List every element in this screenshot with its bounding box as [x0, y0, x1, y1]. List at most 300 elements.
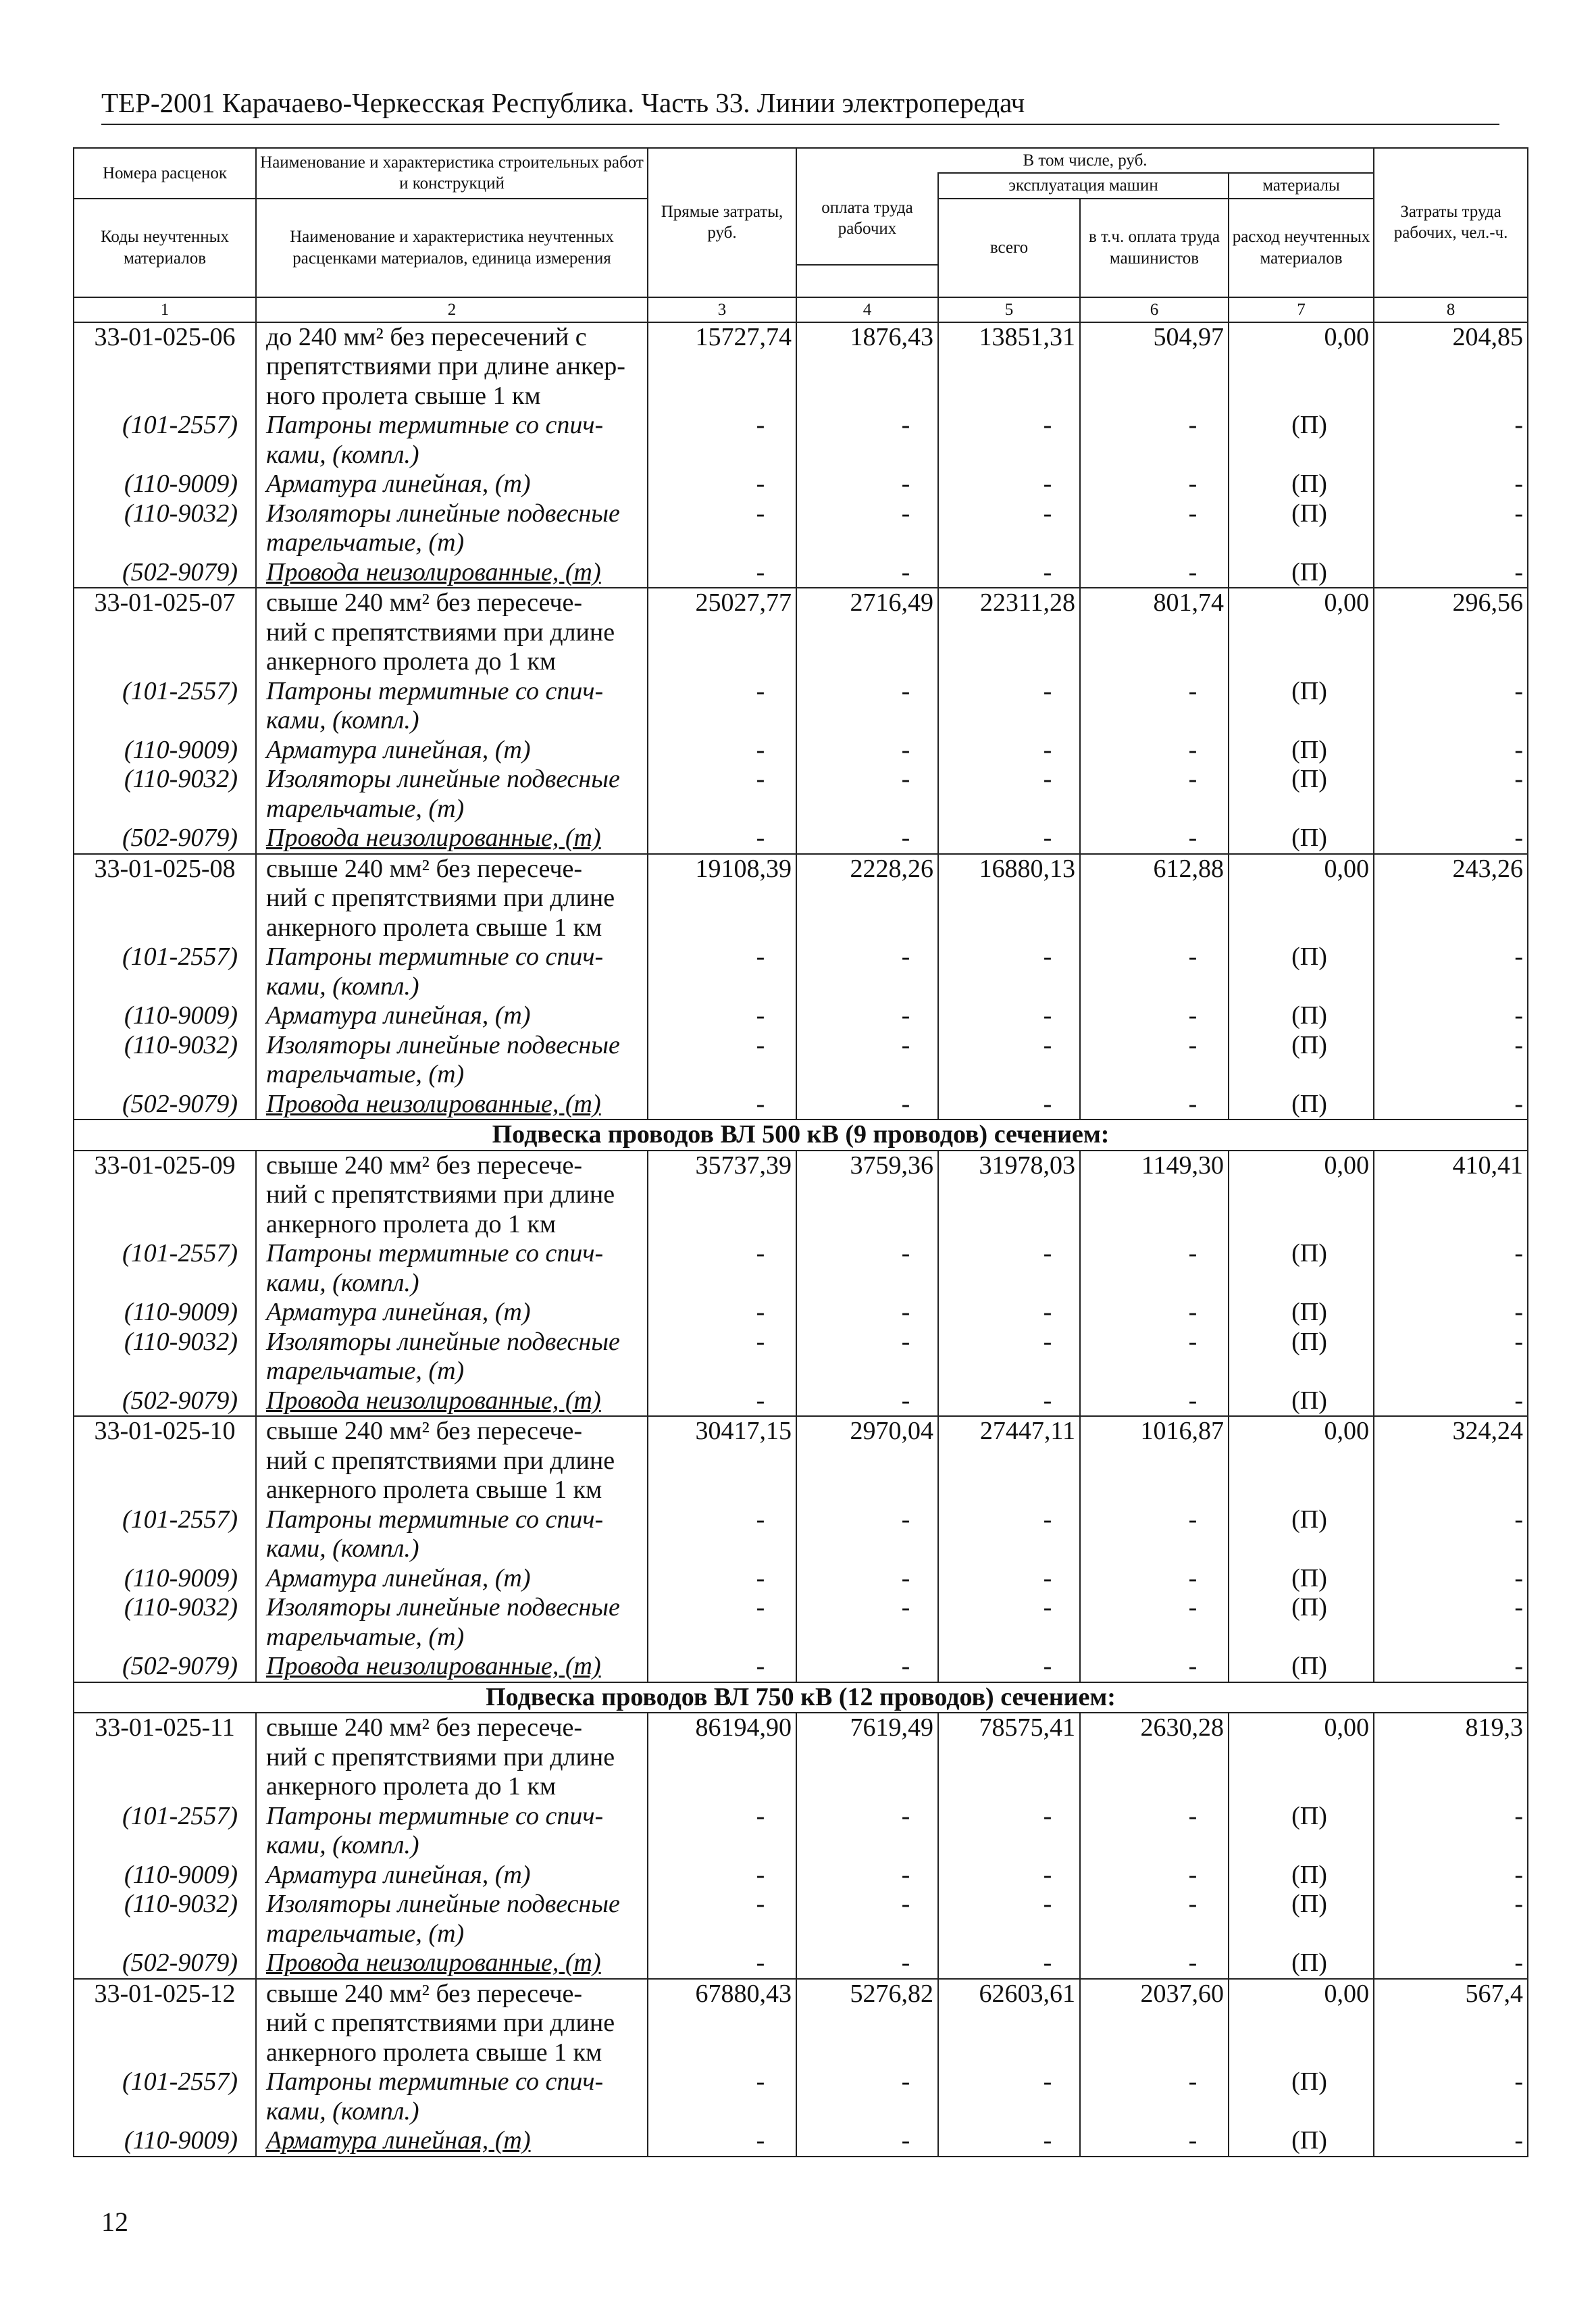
- dash-value: -: [796, 2126, 938, 2157]
- dash-value: -: [938, 1001, 1080, 1031]
- empty-cell: [74, 1269, 256, 1299]
- dash-value: -: [1080, 1090, 1229, 1120]
- dash-value: -: [1374, 499, 1528, 529]
- empty-cell: [1229, 1534, 1374, 1564]
- table-row: [74, 1060, 1528, 1090]
- table-row: [74, 499, 1528, 529]
- empty-cell: [1374, 2038, 1528, 2068]
- empty-cell: [938, 1919, 1080, 1949]
- table-row: [74, 1386, 1528, 1417]
- table-row: [74, 1534, 1528, 1564]
- empty-cell: [648, 382, 796, 411]
- description-line: Патроны термитные со спич-: [256, 942, 648, 972]
- table-row: [74, 470, 1528, 499]
- empty-cell: [796, 1772, 938, 1802]
- empty-cell: [74, 528, 256, 558]
- rate-code: 33-01-025-09: [74, 1151, 256, 1181]
- dash-value: -: [1080, 942, 1229, 972]
- machinists-cost: 612,88: [1080, 854, 1229, 884]
- unaccounted-flag: (П): [1229, 1890, 1374, 1919]
- empty-cell: [938, 1357, 1080, 1386]
- empty-cell: [1229, 618, 1374, 648]
- description-line: Изоляторы линейные подвесные: [256, 1890, 648, 1919]
- dash-value: -: [938, 1386, 1080, 1417]
- dash-value: -: [1080, 824, 1229, 854]
- table-row: [74, 1682, 1528, 1713]
- empty-cell: [796, 1447, 938, 1476]
- empty-cell: [74, 1831, 256, 1861]
- unaccounted-flag: (П): [1229, 1001, 1374, 1031]
- unaccounted-flag: (П): [1229, 1298, 1374, 1328]
- unaccounted-flag: (П): [1229, 1239, 1374, 1269]
- description-line: Изоляторы линейные подвесные: [256, 499, 648, 529]
- table-row: [74, 854, 1528, 884]
- empty-cell: [1374, 2097, 1528, 2127]
- table-row: [74, 2067, 1528, 2097]
- table-row: [74, 1919, 1528, 1949]
- empty-cell: [648, 528, 796, 558]
- empty-cell: [1080, 1180, 1229, 1210]
- empty-cell: [1229, 352, 1374, 382]
- table-row: [74, 352, 1528, 382]
- dash-value: -: [648, 942, 796, 972]
- empty-cell: [1080, 706, 1229, 736]
- description-line: Патроны термитные со спич-: [256, 411, 648, 441]
- material-code: (101-2557): [74, 411, 256, 441]
- empty-cell: [74, 972, 256, 1002]
- machines-cost: 16880,13: [938, 854, 1080, 884]
- empty-cell: [648, 1060, 796, 1090]
- dash-value: -: [938, 1239, 1080, 1269]
- unaccounted-flag: (П): [1229, 765, 1374, 795]
- header-unaccounted: расход неучтенных материалов: [1229, 199, 1374, 297]
- dash-value: -: [796, 1031, 938, 1061]
- empty-cell: [648, 1210, 796, 1240]
- wages-cost: 5276,82: [796, 1979, 938, 2009]
- description-line: Изоляторы линейные подвесные: [256, 1328, 648, 1357]
- empty-cell: [1229, 884, 1374, 913]
- table-row: [74, 1357, 1528, 1386]
- material-code: (101-2557): [74, 1505, 256, 1535]
- dash-value: -: [938, 1090, 1080, 1120]
- description-line: Изоляторы линейные подвесные: [256, 1593, 648, 1623]
- empty-cell: [648, 1357, 796, 1386]
- materials-cost: 0,00: [1229, 322, 1374, 353]
- dash-value: -: [648, 1652, 796, 1682]
- colnum: 1: [74, 297, 256, 322]
- empty-cell: [1374, 795, 1528, 824]
- empty-cell: [1229, 647, 1374, 677]
- empty-cell: [1374, 884, 1528, 913]
- description-line: тарельчатые, (т): [256, 528, 648, 558]
- empty-cell: [938, 795, 1080, 824]
- dash-value: -: [938, 736, 1080, 765]
- unaccounted-flag: (П): [1229, 824, 1374, 854]
- materials-cost: 0,00: [1229, 1151, 1374, 1181]
- empty-cell: [74, 1210, 256, 1240]
- description-line: свыше 240 мм² без пересече-: [256, 1151, 648, 1181]
- empty-cell: [1374, 1772, 1528, 1802]
- machines-cost: 31978,03: [938, 1151, 1080, 1181]
- description-line: Провода неизолированные, (т): [256, 1948, 648, 1979]
- dash-value: -: [1374, 942, 1528, 972]
- description-line: Провода неизолированные, (т): [256, 1652, 648, 1682]
- machines-cost: 62603,61: [938, 1979, 1080, 2009]
- empty-cell: [74, 1060, 256, 1090]
- unaccounted-flag: (П): [1229, 499, 1374, 529]
- table-row: [74, 1328, 1528, 1357]
- unaccounted-flag: (П): [1229, 1564, 1374, 1594]
- dash-value: -: [796, 1328, 938, 1357]
- dash-value: -: [648, 1861, 796, 1890]
- empty-cell: [1374, 647, 1528, 677]
- description-line: тарельчатые, (т): [256, 1060, 648, 1090]
- dash-value: -: [648, 765, 796, 795]
- material-code: (502-9079): [74, 1090, 256, 1120]
- dash-value: -: [796, 1890, 938, 1919]
- dash-value: -: [1080, 1593, 1229, 1623]
- colnum: 6: [1080, 297, 1229, 322]
- dash-value: -: [648, 1298, 796, 1328]
- empty-cell: [1229, 1772, 1374, 1802]
- wages-cost: 1876,43: [796, 322, 938, 353]
- machinists-cost: 2630,28: [1080, 1713, 1229, 1743]
- description-line: анкерного пролета до 1 км: [256, 647, 648, 677]
- header-desc-top: Наименование и характеристика строительных работ и конструкций: [256, 148, 648, 199]
- materials-cost: 0,00: [1229, 1416, 1374, 1447]
- unaccounted-flag: (П): [1229, 1328, 1374, 1357]
- empty-cell: [74, 1180, 256, 1210]
- empty-cell: [1080, 1357, 1229, 1386]
- description-line: ками, (компл.): [256, 1831, 648, 1861]
- table-row: [74, 322, 1528, 353]
- dash-value: -: [648, 1505, 796, 1535]
- empty-cell: [796, 352, 938, 382]
- dash-value: -: [938, 470, 1080, 499]
- empty-cell: [74, 1743, 256, 1773]
- empty-cell: [938, 528, 1080, 558]
- empty-cell: [1229, 1269, 1374, 1299]
- table-row: [74, 1269, 1528, 1299]
- unaccounted-flag: (П): [1229, 411, 1374, 441]
- dash-value: -: [1080, 411, 1229, 441]
- material-code: (101-2557): [74, 2067, 256, 2097]
- unaccounted-flag: (П): [1229, 736, 1374, 765]
- empty-cell: [1080, 647, 1229, 677]
- empty-cell: [648, 972, 796, 1002]
- table-row: [74, 2038, 1528, 2068]
- description-line: анкерного пролета свыше 1 км: [256, 2038, 648, 2068]
- empty-cell: [648, 1623, 796, 1653]
- direct-cost: 35737,39: [648, 1151, 796, 1181]
- unaccounted-flag: (П): [1229, 2067, 1374, 2097]
- empty-cell: [938, 1476, 1080, 1505]
- dash-value: -: [938, 499, 1080, 529]
- dash-value: -: [1080, 736, 1229, 765]
- description-line: ками, (компл.): [256, 1534, 648, 1564]
- table-row: [74, 647, 1528, 677]
- unaccounted-flag: (П): [1229, 1948, 1374, 1979]
- rate-code: 33-01-025-10: [74, 1416, 256, 1447]
- unaccounted-flag: (П): [1229, 677, 1374, 707]
- dash-value: -: [648, 824, 796, 854]
- colnum: 3: [648, 297, 796, 322]
- description-line: до 240 мм² без пересечений с: [256, 322, 648, 353]
- empty-cell: [938, 1772, 1080, 1802]
- table-header: [74, 148, 1528, 322]
- table-row: [74, 884, 1528, 913]
- empty-cell: [938, 1831, 1080, 1861]
- empty-cell: [938, 1447, 1080, 1476]
- table-row: [74, 1623, 1528, 1653]
- labor-cost: 296,56: [1374, 588, 1528, 618]
- materials-cost: 0,00: [1229, 1713, 1374, 1743]
- table-row: [74, 1713, 1528, 1743]
- machinists-cost: 801,74: [1080, 588, 1229, 618]
- dash-value: -: [1080, 1031, 1229, 1061]
- empty-cell: [796, 1210, 938, 1240]
- dash-value: -: [648, 1001, 796, 1031]
- table-row: [74, 1120, 1528, 1151]
- description-line: Патроны термитные со спич-: [256, 1802, 648, 1832]
- description-line: Арматура линейная, (т): [256, 1564, 648, 1594]
- empty-cell: [1080, 1269, 1229, 1299]
- table-row: [74, 1001, 1528, 1031]
- dash-value: -: [796, 942, 938, 972]
- materials-cost: 0,00: [1229, 1979, 1374, 2009]
- empty-cell: [1374, 1534, 1528, 1564]
- colnum: 4: [796, 297, 938, 322]
- dash-value: -: [1374, 1298, 1528, 1328]
- table-row: [74, 1090, 1528, 1120]
- empty-cell: [1229, 2009, 1374, 2038]
- empty-cell: [938, 1060, 1080, 1090]
- material-code: (502-9079): [74, 1948, 256, 1979]
- dash-value: -: [1080, 1239, 1229, 1269]
- empty-cell: [74, 1772, 256, 1802]
- empty-cell: [1374, 972, 1528, 1002]
- rate-code: 33-01-025-08: [74, 854, 256, 884]
- empty-cell: [796, 1357, 938, 1386]
- header-desc-bottom: Наименование и характеристика неучтенных расценками материалов, единица измерения: [256, 199, 648, 297]
- dash-value: -: [796, 1298, 938, 1328]
- section-heading: Подвеска проводов ВЛ 750 кВ (12 проводов) сечением:: [74, 1682, 1528, 1713]
- empty-cell: [1080, 1534, 1229, 1564]
- dash-value: -: [1374, 1505, 1528, 1535]
- dash-value: -: [1374, 1239, 1528, 1269]
- dash-value: -: [648, 1948, 796, 1979]
- description-line: анкерного пролета до 1 км: [256, 1772, 648, 1802]
- table-row: [74, 1593, 1528, 1623]
- empty-cell: [796, 913, 938, 943]
- dash-value: -: [1080, 1386, 1229, 1417]
- materials-cost: 0,00: [1229, 854, 1374, 884]
- material-code: (110-9009): [74, 1001, 256, 1031]
- dash-value: -: [1080, 1564, 1229, 1594]
- wages-cost: 2716,49: [796, 588, 938, 618]
- dash-value: -: [796, 1239, 938, 1269]
- empty-cell: [74, 2038, 256, 2068]
- empty-cell: [648, 1831, 796, 1861]
- empty-cell: [796, 972, 938, 1002]
- unaccounted-flag: (П): [1229, 1505, 1374, 1535]
- material-code: (502-9079): [74, 1386, 256, 1417]
- empty-cell: [1374, 913, 1528, 943]
- table-row: [74, 1861, 1528, 1890]
- description-line: препятствиями при длине анкер-: [256, 352, 648, 382]
- empty-cell: [938, 2009, 1080, 2038]
- material-code: (101-2557): [74, 942, 256, 972]
- dash-value: -: [648, 558, 796, 588]
- empty-cell: [74, 1919, 256, 1949]
- empty-cell: [796, 2009, 938, 2038]
- empty-cell: [74, 706, 256, 736]
- dash-value: -: [1080, 2067, 1229, 2097]
- unaccounted-flag: (П): [1229, 1031, 1374, 1061]
- table-row: [74, 2097, 1528, 2127]
- dash-value: -: [1374, 2067, 1528, 2097]
- empty-cell: [648, 1269, 796, 1299]
- empty-cell: [648, 1743, 796, 1773]
- direct-cost: 86194,90: [648, 1713, 796, 1743]
- dash-value: -: [796, 736, 938, 765]
- dash-value: -: [1374, 1564, 1528, 1594]
- table-row: [74, 528, 1528, 558]
- dash-value: -: [796, 1564, 938, 1594]
- empty-cell: [1080, 795, 1229, 824]
- empty-cell: [74, 1623, 256, 1653]
- table-row: [74, 972, 1528, 1002]
- empty-cell: [1080, 972, 1229, 1002]
- dash-value: -: [1374, 558, 1528, 588]
- empty-cell: [796, 1269, 938, 1299]
- empty-cell: [796, 647, 938, 677]
- dash-value: -: [938, 558, 1080, 588]
- dash-value: -: [938, 1802, 1080, 1832]
- empty-cell: [648, 913, 796, 943]
- empty-cell: [648, 1476, 796, 1505]
- dash-value: -: [938, 1328, 1080, 1357]
- dash-value: -: [1080, 558, 1229, 588]
- empty-cell: [1080, 2097, 1229, 2127]
- header-wages: оплата труда рабочих: [796, 173, 938, 264]
- description-line: Арматура линейная, (т): [256, 1298, 648, 1328]
- dash-value: -: [1374, 470, 1528, 499]
- empty-cell: [1229, 1447, 1374, 1476]
- table-row: [74, 1031, 1528, 1061]
- empty-cell: [938, 647, 1080, 677]
- empty-cell: [1229, 441, 1374, 470]
- table-row: [74, 618, 1528, 648]
- empty-cell: [74, 1476, 256, 1505]
- description-line: тарельчатые, (т): [256, 1357, 648, 1386]
- rate-code: 33-01-025-12: [74, 1979, 256, 2009]
- description-line: Изоляторы линейные подвесные: [256, 1031, 648, 1061]
- table-row: [74, 1239, 1528, 1269]
- dash-value: -: [1080, 1890, 1229, 1919]
- empty-cell: [648, 647, 796, 677]
- empty-cell: [938, 972, 1080, 1002]
- description-line: анкерного пролета свыше 1 км: [256, 1476, 648, 1505]
- unaccounted-flag: (П): [1229, 1593, 1374, 1623]
- unaccounted-flag: (П): [1229, 2126, 1374, 2157]
- empty-cell: [74, 884, 256, 913]
- empty-cell: [1229, 706, 1374, 736]
- description-line: Арматура линейная, (т): [256, 1001, 648, 1031]
- empty-cell: [1374, 528, 1528, 558]
- empty-cell: [1374, 1210, 1528, 1240]
- material-code: (502-9079): [74, 558, 256, 588]
- empty-cell: [1080, 1831, 1229, 1861]
- table-row: [74, 441, 1528, 470]
- empty-cell: [648, 2097, 796, 2127]
- description-line: свыше 240 мм² без пересече-: [256, 588, 648, 618]
- dash-value: -: [796, 1948, 938, 1979]
- dash-value: -: [938, 1298, 1080, 1328]
- empty-cell: [938, 2097, 1080, 2127]
- dash-value: -: [796, 1802, 938, 1832]
- empty-cell: [796, 1180, 938, 1210]
- empty-cell: [796, 795, 938, 824]
- empty-cell: [1374, 1831, 1528, 1861]
- dash-value: -: [938, 1948, 1080, 1979]
- empty-cell: [74, 1447, 256, 1476]
- labor-cost: 243,26: [1374, 854, 1528, 884]
- table-row: [74, 411, 1528, 441]
- table-row: [74, 1743, 1528, 1773]
- empty-cell: [648, 1447, 796, 1476]
- description-line: Патроны термитные со спич-: [256, 2067, 648, 2097]
- table-row: [74, 824, 1528, 854]
- table-row: [74, 1476, 1528, 1505]
- description-line: ками, (компл.): [256, 441, 648, 470]
- empty-cell: [1080, 441, 1229, 470]
- column-numbers-row: [74, 297, 1528, 322]
- empty-cell: [1374, 1743, 1528, 1773]
- dash-value: -: [796, 1090, 938, 1120]
- dash-value: -: [648, 1386, 796, 1417]
- table-row: [74, 382, 1528, 411]
- dash-value: -: [938, 2126, 1080, 2157]
- dash-value: -: [1080, 677, 1229, 707]
- dash-value: -: [938, 1593, 1080, 1623]
- empty-cell: [796, 884, 938, 913]
- table-body: [74, 322, 1528, 2157]
- header-labor: Затраты труда рабочих, чел.-ч.: [1374, 148, 1528, 297]
- labor-cost: 410,41: [1374, 1151, 1528, 1181]
- machinists-cost: 1149,30: [1080, 1151, 1229, 1181]
- empty-cell: [1229, 1623, 1374, 1653]
- dash-value: -: [648, 470, 796, 499]
- description-line: анкерного пролета до 1 км: [256, 1210, 648, 1240]
- description-line: ками, (компл.): [256, 706, 648, 736]
- dash-value: -: [648, 499, 796, 529]
- wages-cost: 7619,49: [796, 1713, 938, 1743]
- empty-cell: [1080, 1476, 1229, 1505]
- empty-cell: [1229, 1210, 1374, 1240]
- table-row: [74, 1948, 1528, 1979]
- unaccounted-flag: (П): [1229, 558, 1374, 588]
- dash-value: -: [648, 1890, 796, 1919]
- empty-cell: [796, 1476, 938, 1505]
- table-row: [74, 677, 1528, 707]
- unaccounted-flag: (П): [1229, 1802, 1374, 1832]
- empty-cell: [938, 1623, 1080, 1653]
- dash-value: -: [938, 942, 1080, 972]
- rate-code: 33-01-025-11: [74, 1713, 256, 1743]
- empty-cell: [648, 795, 796, 824]
- empty-cell: [938, 706, 1080, 736]
